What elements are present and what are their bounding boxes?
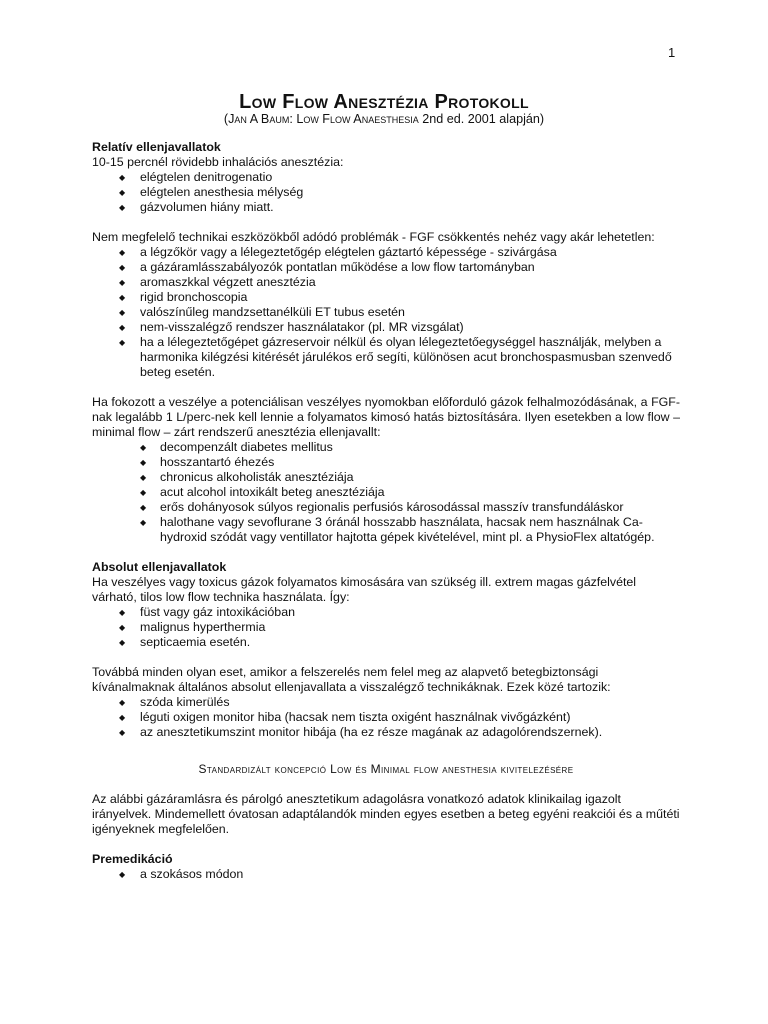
- section-heading-relativ: Relatív ellenjavallatok: [92, 140, 221, 154]
- absolut-paragraph-2: Továbbá minden olyan eset, amikor a felszerelés nem felel meg az alapvető betegbiztonsági kívánalmaknak általános absolut ellenjavallata a visszalégző technikáknak. Ezek közé tartozik:: [92, 665, 611, 694]
- absolut-intro: Ha veszélyes vagy toxicus gázok folyamatos kimosására van szükség ill. extrem magas gázfelvétel várható, tilos low flow technika használata. Így:: [92, 575, 637, 604]
- list-item: ◆ decompenzált diabetes mellitus: [92, 440, 680, 455]
- list-item: ◆ septicaemia esetén.: [92, 635, 680, 650]
- list-item: ◆ füst vagy gáz intoxikációban: [92, 605, 680, 620]
- relativ-list-1: [92, 170, 680, 215]
- subtitle-author: Jan A Baum: Low Flow Anaesthesia: [228, 112, 419, 126]
- subtitle-rest: 2nd ed. 2001 alapján): [418, 112, 545, 126]
- list-item: ◆ a szokásos módon: [92, 867, 680, 882]
- section-heading-premed: Premedikáció: [92, 852, 173, 866]
- list-item: ◆ szóda kimerülés: [92, 695, 680, 710]
- document-body: [92, 140, 680, 882]
- list-item: ◆ a gázáramlásszabályozók pontatlan működése a low flow tartományban: [92, 260, 680, 275]
- document-subtitle: [0, 112, 768, 127]
- section-heading-absolut: Absolut ellenjavallatok: [92, 560, 227, 574]
- list-item: ◆ elégtelen denitrogenatio: [92, 170, 680, 185]
- section-heading-standard: Standardizált koncepció Low és Minimal flow anesthesia kivitelezésére: [198, 762, 574, 776]
- list-item: ◆ valószínűleg mandzsettanélküli ET tubus esetén: [92, 305, 680, 320]
- list-item: ◆ aromaszkkal végzett anesztézia: [92, 275, 680, 290]
- subtitle-open: (: [223, 112, 229, 126]
- list-item: ◆ erős dohányosok súlyos regionalis perfusiós károsodással masszív transfundáláskor: [92, 500, 680, 515]
- relativ-list-3: [92, 440, 680, 545]
- premed-list: [92, 867, 680, 882]
- list-item: ◆ hosszantartó éhezés: [92, 455, 680, 470]
- list-item: ◆ chronicus alkoholisták anesztéziája: [92, 470, 680, 485]
- list-item: ◆ malignus hyperthermia: [92, 620, 680, 635]
- list-item: ◆ a légzőkör vagy a lélegeztetőgép elégtelen gáztartó képessége - szivárgása: [92, 245, 680, 260]
- list-item: ◆ gázvolumen hiány miatt.: [92, 200, 680, 215]
- relativ-list-2: [92, 245, 680, 380]
- list-item: ◆ ha a lélegeztetőgépet gázreservoir nélkül és olyan lélegeztetőegységgel használják, melyben a harmonika kilégzési kitérését járulékos erő segíti, különösen acut bronchospasmusban szenvedő beteg esetén.: [92, 335, 680, 380]
- list-item: ◆ az anesztetikumszint monitor hibája (ha ez része magának az adagolórendszernek).: [92, 725, 680, 740]
- document-title: Low Flow Anesztézia Protokoll: [239, 91, 529, 113]
- list-item: ◆ rigid bronchoscopia: [92, 290, 680, 305]
- list-item: ◆ léguti oxigen monitor hiba (hacsak nem tiszta oxigént használnak vivőgázként): [92, 710, 680, 725]
- standard-paragraph: Az alábbi gázáramlásra és párolgó anesztetikum adagolásra vonatkozó adatok klinikailag igazolt irányelvek. Mindemellett óvatosan adaptálandók minden egyes esetben a beteg egyéni reakciói és a műtéti igényeknek megfelelően.: [92, 792, 680, 836]
- list-item: ◆ nem-visszalégző rendszer használatakor (pl. MR vizsgálat): [92, 320, 680, 335]
- relativ-intro: 10-15 percnél rövidebb inhalációs anesztézia:: [92, 155, 344, 169]
- relativ-paragraph-3: Ha fokozott a veszélye a potenciálisan veszélyes nyomokban előforduló gázok felhalmozódásának, a FGF-nak legalább 1 L/perc-nek kell lennie a folyamatos kimosó hatás biztosítására. Ilyen esetekben a low flow – minimal flow – zárt rendszerű anesztézia ellenjavallt:: [92, 395, 680, 439]
- absolut-list-2: [92, 695, 680, 740]
- relativ-paragraph-2: Nem megfelelő technikai eszközökből adódó problémák - FGF csökkentés nehéz vagy akár lehetetlen:: [92, 230, 655, 244]
- list-item: ◆ halothane vagy sevoflurane 3 óránál hosszabb használata, hacsak nem használnak Ca-hydroxid szódát vagy ventillator hajtotta gépek kivételével, mint pl. a PhysioFlex altatógép.: [92, 515, 680, 545]
- list-item: ◆ elégtelen anesthesia mélység: [92, 185, 680, 200]
- absolut-list-1: [92, 605, 680, 650]
- page-number: 1: [668, 45, 676, 60]
- list-item: ◆ acut alcohol intoxikált beteg anesztéziája: [92, 485, 680, 500]
